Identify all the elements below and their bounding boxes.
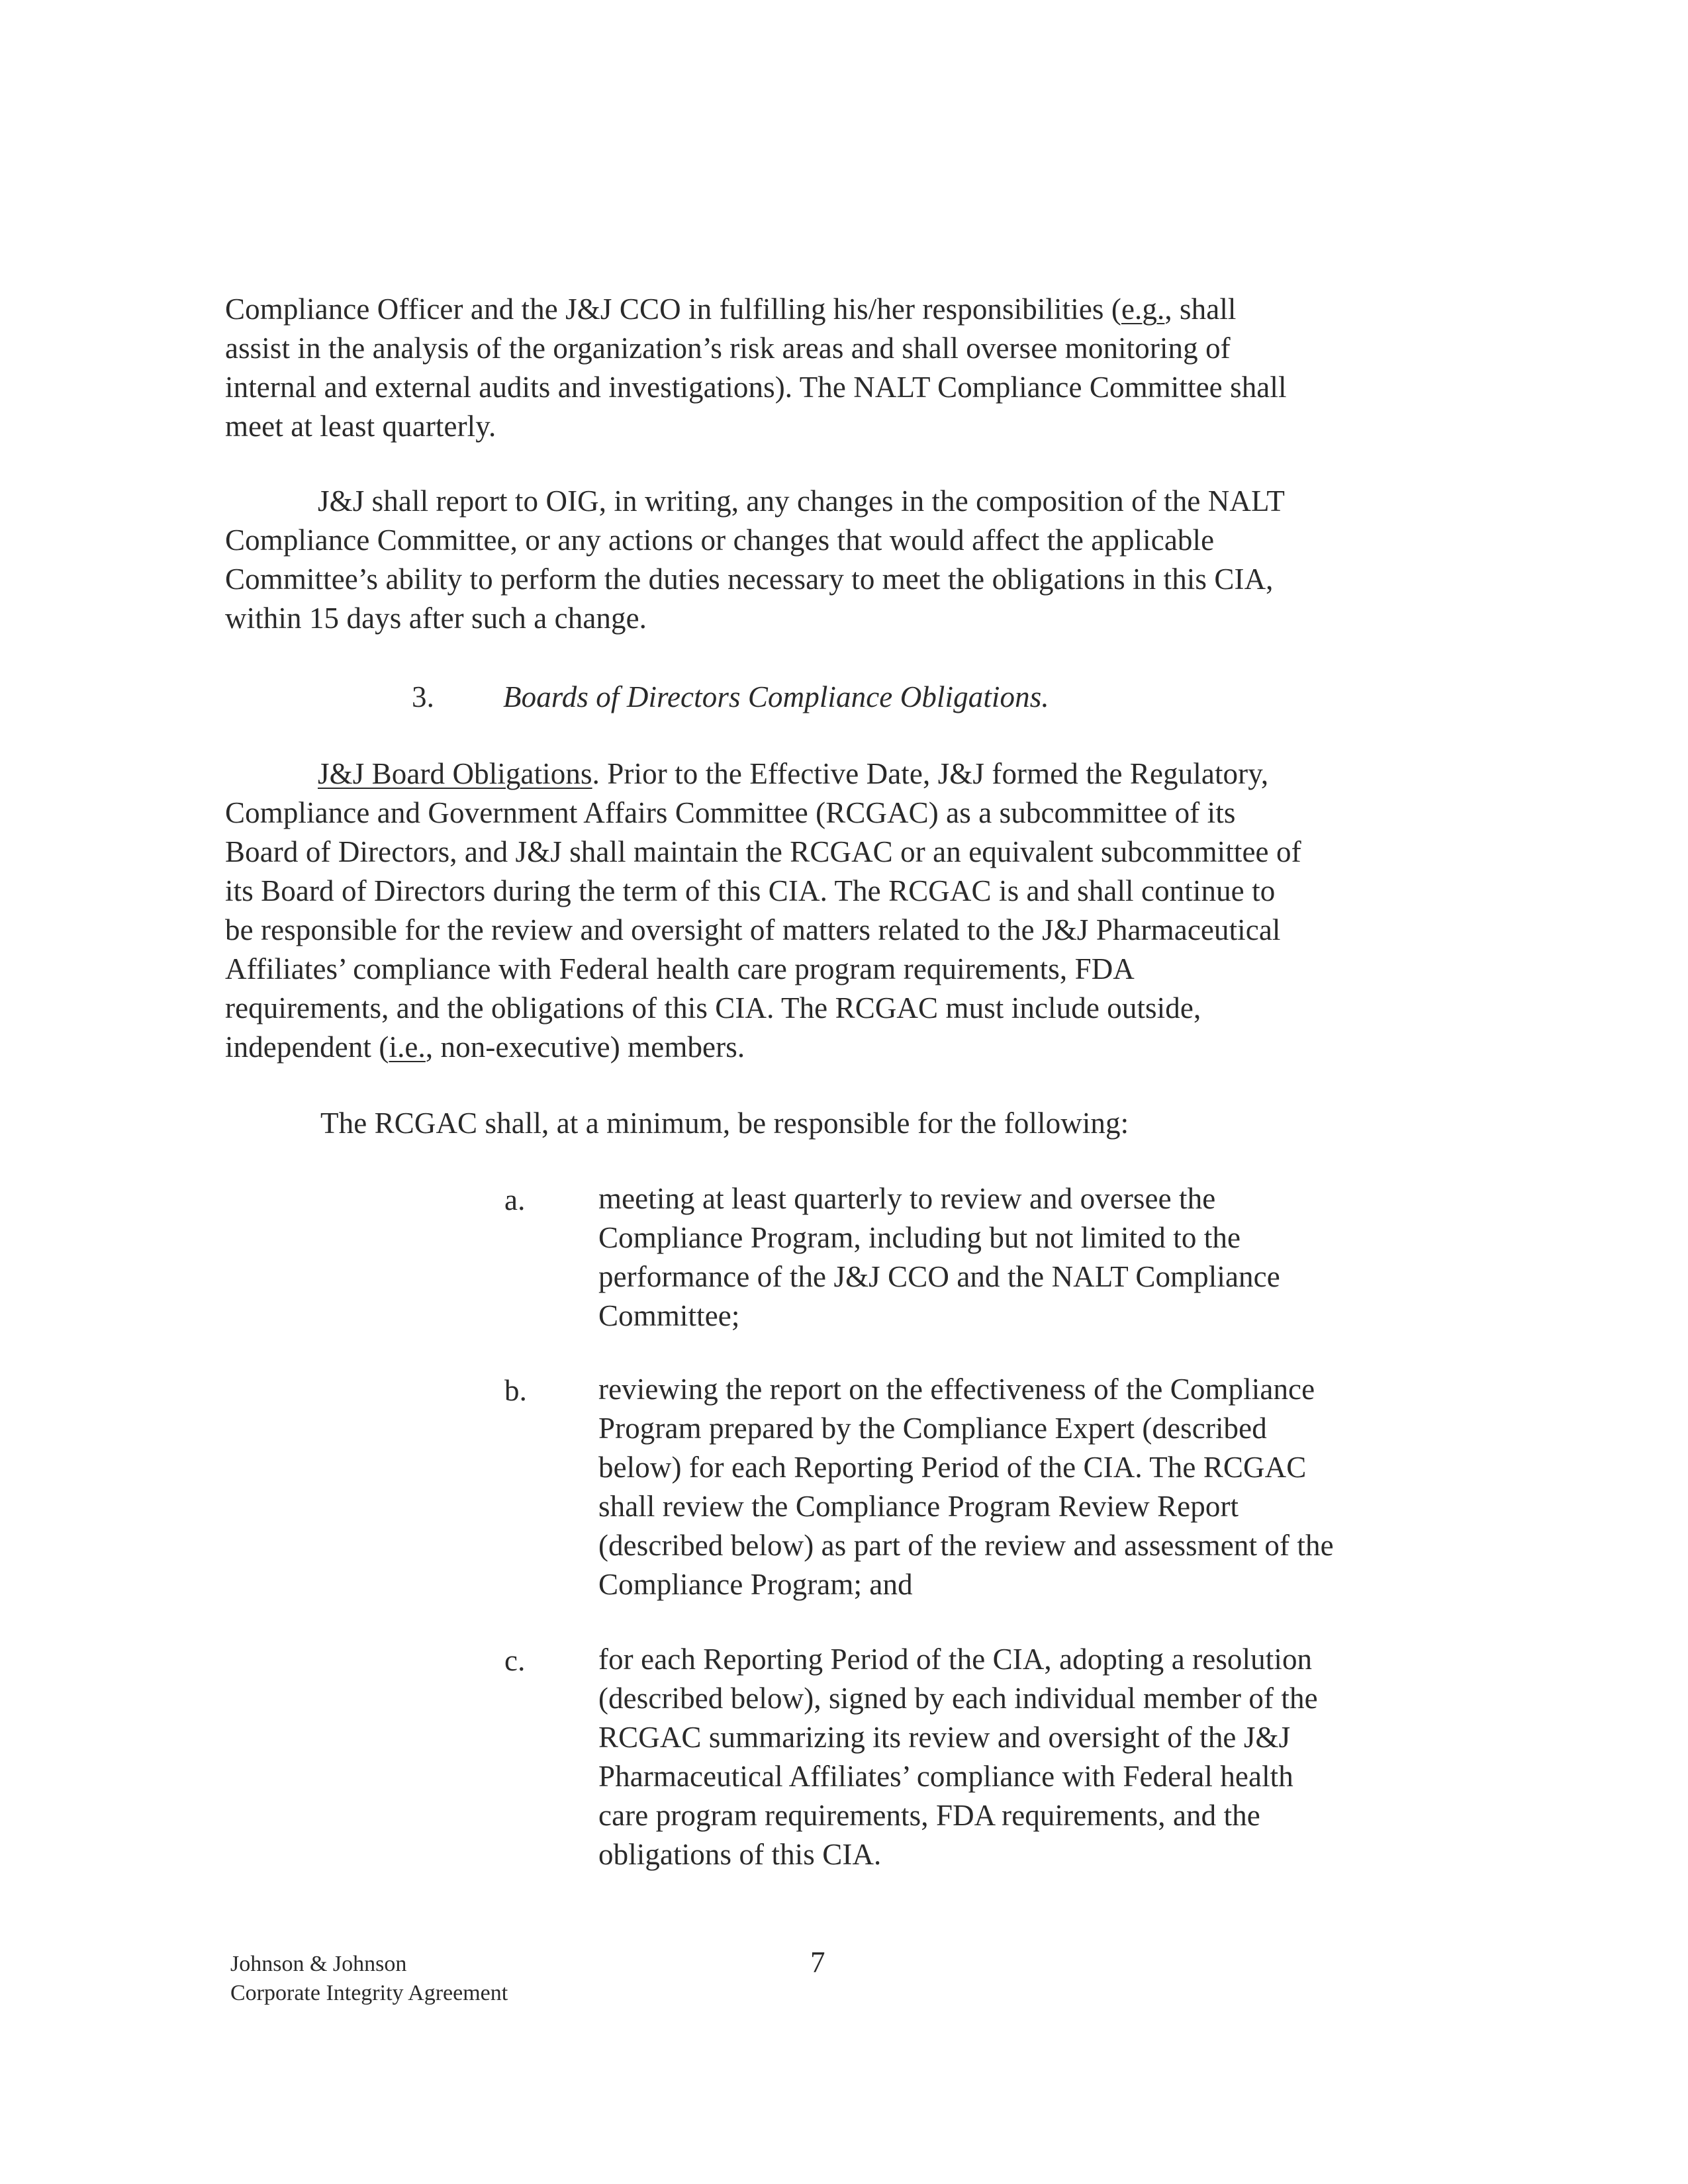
paragraph-3-line-6: Affiliates’ compliance with Federal health care program requirements, FDA <box>225 952 1135 985</box>
list-item-line: Committee; <box>598 1299 740 1332</box>
page-number: 7 <box>810 1946 825 1979</box>
list-item-line: Pharmaceutical Affiliates’ compliance with Federal health <box>598 1760 1293 1793</box>
paragraph-4-line-1: The RCGAC shall, at a minimum, be responsible for the following: <box>320 1107 1129 1140</box>
paragraph-2-line-3: Committee’s ability to perform the duties necessary to meet the obligations in this CIA, <box>225 563 1274 596</box>
paragraph-1-line-4: meet at least quarterly. <box>225 410 496 443</box>
list-item-line: reviewing the report on the effectiveness of the Compliance <box>598 1373 1315 1406</box>
footer-document-title: Corporate Integrity Agreement <box>230 1981 508 2005</box>
paragraph-3-line-2: Compliance and Government Affairs Committee (RCGAC) as a subcommittee of its <box>225 796 1236 829</box>
paragraph-1-line-1 <box>225 290 1237 328</box>
list-item-letter: b. <box>504 1374 527 1407</box>
list-item-letter: a. <box>504 1183 526 1216</box>
list-item-line: performance of the J&J CCO and the NALT Compliance <box>598 1260 1280 1293</box>
list-item-line: meeting at least quarterly to review and oversee the <box>598 1182 1216 1215</box>
footer-company: Johnson & Johnson <box>230 1952 407 1976</box>
paragraph-1-line-3: internal and external audits and investigations). The NALT Compliance Committee shall <box>225 371 1287 404</box>
section-title: Boards of Directors Compliance Obligations. <box>503 680 1049 713</box>
list-item-line: (described below) as part of the review and assessment of the <box>598 1529 1334 1562</box>
list-item-line: obligations of this CIA. <box>598 1838 882 1871</box>
list-item-line: Compliance Program, including but not limited to the <box>598 1221 1241 1254</box>
text-run: , shall <box>1164 293 1237 326</box>
paragraph-3-line-4: its Board of Directors during the term of this CIA. The RCGAC is and shall continue to <box>225 874 1276 907</box>
text-run: Compliance Officer and the J&J CCO in fulfilling his/her responsibilities ( <box>225 293 1121 326</box>
text-run: , non-executive) members. <box>425 1030 745 1064</box>
paragraph-2-line-4: within 15 days after such a change. <box>225 602 647 635</box>
text-run: independent ( <box>225 1030 389 1064</box>
list-item-line: (described below), signed by each individual member of the <box>598 1682 1318 1715</box>
section-number: 3. <box>412 680 434 713</box>
board-obligations-heading: J&J Board Obligations <box>318 757 592 790</box>
paragraph-3-line-3: Board of Directors, and J&J shall maintain the RCGAC or an equivalent subcommittee of <box>225 835 1301 868</box>
paragraph-3-line-1 <box>318 754 1268 793</box>
paragraph-1-line-2: assist in the analysis of the organization’s risk areas and shall oversee monitoring of <box>225 332 1231 365</box>
list-item-line: Compliance Program; and <box>598 1568 913 1601</box>
list-item-line: Program prepared by the Compliance Expert (described <box>598 1412 1267 1445</box>
paragraph-3-line-8 <box>225 1028 745 1066</box>
list-item-line: shall review the Compliance Program Review Report <box>598 1490 1239 1523</box>
list-item-line: RCGAC summarizing its review and oversight of the J&J <box>598 1721 1291 1754</box>
list-item-line: care program requirements, FDA requirements, and the <box>598 1799 1260 1832</box>
paragraph-2-line-2: Compliance Committee, or any actions or changes that would affect the applicable <box>225 523 1215 557</box>
paragraph-3-line-5: be responsible for the review and oversight of matters related to the J&J Pharmaceutical <box>225 913 1281 946</box>
list-item-line: below) for each Reporting Period of the CIA. The RCGAC <box>598 1451 1307 1484</box>
underlined-eg: e.g. <box>1121 293 1165 326</box>
text-run: . Prior to the Effective Date, J&J formed the Regulatory, <box>592 757 1269 790</box>
paragraph-2-line-1: J&J shall report to OIG, in writing, any changes in the composition of the NALT <box>318 484 1286 518</box>
underlined-ie: i.e. <box>389 1030 426 1064</box>
paragraph-3-line-7: requirements, and the obligations of this CIA. The RCGAC must include outside, <box>225 991 1201 1024</box>
list-item-line: for each Reporting Period of the CIA, adopting a resolution <box>598 1643 1313 1676</box>
list-item-letter: c. <box>504 1644 526 1677</box>
